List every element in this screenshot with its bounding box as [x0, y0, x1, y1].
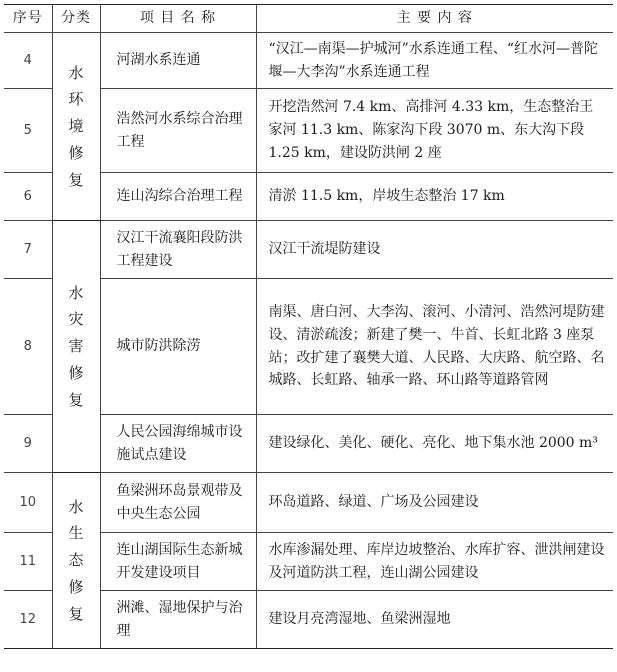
header-row — [4, 5, 613, 33]
row-index: 8 — [4, 279, 52, 415]
category-char: 害 — [68, 337, 84, 356]
row-index: 7 — [4, 221, 52, 279]
table-row — [4, 473, 613, 533]
row-index: 5 — [4, 89, 52, 173]
category-char: 生 — [68, 524, 84, 543]
category-char: 复 — [68, 390, 84, 409]
project-name: 洲滩、湿地保护与治理 — [100, 591, 256, 649]
project-name: 浩然河水系综合治理工程 — [100, 89, 256, 173]
category-char: 水 — [68, 497, 84, 516]
row-index: 6 — [4, 173, 52, 221]
main-content: 建设绿化、美化、硬化、亮化、地下集水池 2000 m³ — [256, 415, 613, 473]
main-content: 南渠、唐白河、大李沟、滚河、小清河、浩然河堤防建设、清淤疏浚；新建了樊一、牛首、长虹北路 3 座泵站；改扩建了襄樊大道、人民路、大庆路、航空路、名城路、长虹路、轴承一路、环山路等道路管网 — [256, 279, 613, 415]
table-row — [4, 33, 613, 89]
project-name: 城市防洪除涝 — [100, 279, 256, 415]
category-char: 复 — [68, 604, 84, 623]
table-row — [4, 221, 613, 279]
category-cell — [52, 33, 100, 221]
header-project-name: 项 目 名 称 — [100, 5, 256, 33]
project-name: 鱼梁洲环岛景观带及中央生态公园 — [100, 473, 256, 533]
project-name: 连山湖国际生态新城开发建设项目 — [100, 533, 256, 591]
category-cell — [52, 221, 100, 473]
header-index: 序号 — [4, 5, 52, 33]
main-content: 环岛道路、绿道、广场及公园建设 — [256, 473, 613, 533]
project-name: 连山沟综合治理工程 — [100, 173, 256, 221]
project-name: 人民公园海绵城市设施试点建设 — [100, 415, 256, 473]
project-name: 河湖水系连通 — [100, 33, 256, 89]
main-content: 汉江干流堤防建设 — [256, 221, 613, 279]
category-char: 修 — [68, 363, 84, 382]
category-char: 修 — [68, 143, 84, 162]
row-index: 10 — [4, 473, 52, 533]
category-cell — [52, 473, 100, 649]
row-index: 11 — [4, 533, 52, 591]
category-char: 水 — [68, 283, 84, 302]
category-char: 修 — [68, 577, 84, 596]
project-name: 汉江干流襄阳段防洪工程建设 — [100, 221, 256, 279]
main-content: 水库渗漏处理、库岸边坡整治、水库扩容、泄洪闸建设及河道防洪工程，连山湖公园建设 — [256, 533, 613, 591]
category-char: 态 — [68, 551, 84, 570]
row-index: 9 — [4, 415, 52, 473]
category-char: 环 — [68, 90, 84, 109]
row-index: 12 — [4, 591, 52, 649]
header-category: 分类 — [52, 5, 100, 33]
category-char: 复 — [68, 170, 84, 189]
header-main-content: 主 要 内 容 — [256, 5, 613, 33]
main-content: 清淤 11.5 km，岸坡生态整治 17 km — [256, 173, 613, 221]
main-content: 建设月亮湾湿地、鱼梁洲湿地 — [256, 591, 613, 649]
category-char: 境 — [68, 117, 84, 136]
category-char: 灾 — [68, 310, 84, 329]
row-index: 4 — [4, 33, 52, 89]
project-table — [4, 4, 613, 649]
main-content: 开挖浩然河 7.4 km、高排河 4.33 km，生态整治王家河 11.3 km、陈家沟下段 3070 m、东大沟下段 1.25 km，建设防洪闸 2 座 — [256, 89, 613, 173]
main-content: “汉江—南渠—护城河”水系连通工程、“红水河—普陀堰—大李沟”水系连通工程 — [256, 33, 613, 89]
category-char: 水 — [68, 63, 84, 82]
